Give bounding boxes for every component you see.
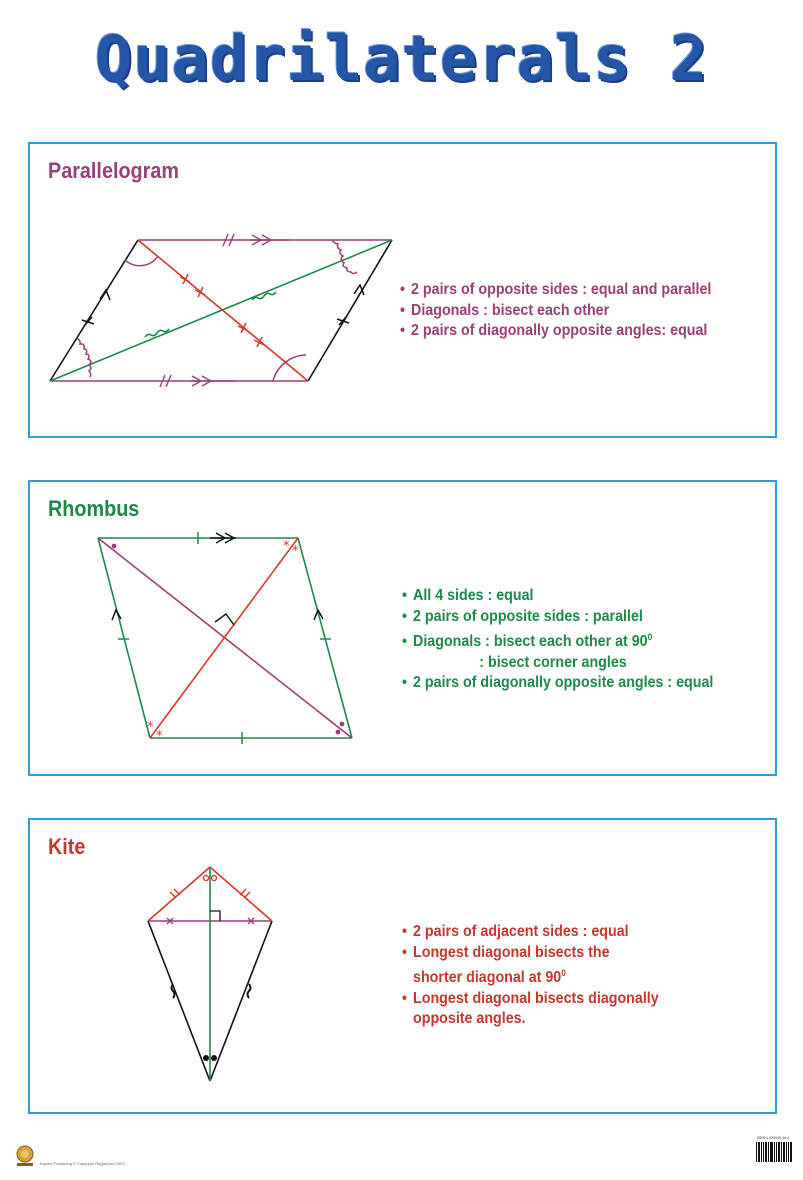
rhombus-left-side [98,538,150,738]
kite-properties [402,922,659,1030]
kite-diagram [140,860,290,1090]
list-item: • Longest diagonal bisects the [402,943,610,961]
rhombus-right-angle-mark [215,614,234,625]
list-item: : bisect corner angles [479,653,627,671]
barcode-icon [756,1142,794,1166]
publisher-logo-icon [14,1144,36,1168]
rhombus-right-side [298,538,352,738]
kite-bottom-right-side [210,921,272,1081]
parallelogram-diagram [42,226,412,406]
page-title: Quadrilaterals 2 [94,22,709,95]
svg-text:*: * [283,539,290,554]
parallelogram-diagonal-green [50,240,392,381]
rhombus-top-arrow [210,533,236,543]
parallelogram-panel [28,142,777,438]
rhombus-corner-stars [147,539,299,744]
list-item: • 2 pairs of adjacent sides : equal [402,923,629,940]
rhombus-properties [402,586,713,694]
rhombus-corner-dots [112,544,345,735]
svg-text:*: * [147,720,154,735]
parallelogram-right-marks [337,285,364,325]
rhombus-shape [98,538,352,738]
list-item: • Diagonals : bisect each other at $90^0$ [402,632,653,651]
list-item: • Diagonals : bisect each other [400,301,610,319]
kite-lower-side-marks [172,984,251,998]
rhombus-panel [28,480,777,776]
isbn-text: ISBN 1-920049-14-4 [757,1136,790,1140]
list-item: • All 4 sides : equal [402,587,534,604]
svg-text:*: * [292,544,299,559]
list-item: • 2 pairs of diagonally opposite angles: equal [400,322,708,339]
kite-panel [28,818,777,1114]
svg-text:*: * [156,729,163,744]
list-item: • 2 pairs of opposite sides : equal and parallel [400,281,712,298]
kite-shape [148,867,272,1081]
list-item: shorter diagonal at $90^0$ [413,968,566,987]
kite-heading: Kite [48,834,86,859]
rhombus-heading: Rhombus [48,496,140,521]
rhombus-diagram [88,530,388,750]
kite-right-angle-mark [210,911,220,921]
list-item: • 2 pairs of opposite sides : parallel [402,607,643,625]
parallelogram-left-side [50,240,138,381]
list-item: • Longest diagonal bisects diagonally [402,989,659,1007]
list-item: • 2 pairs of diagonally opposite angles : equal [402,674,714,692]
parallelogram-heading: Parallelogram [48,158,179,183]
rhombus-side-arrows [112,610,323,620]
parallelogram-properties [400,280,711,342]
parallelogram-angle-arcs [77,240,357,381]
parallelogram-shape [50,240,392,381]
publisher-footer-text: Kapiko Publishing © Copyright Registered 2003 [40,1161,125,1166]
kite-bottom-left-side [148,921,210,1081]
parallelogram-right-side [308,240,392,381]
rhombus-diagonal-purple [98,538,352,738]
list-item: opposite angles. [413,1010,526,1028]
rhombus-diagonal-red [150,538,298,738]
